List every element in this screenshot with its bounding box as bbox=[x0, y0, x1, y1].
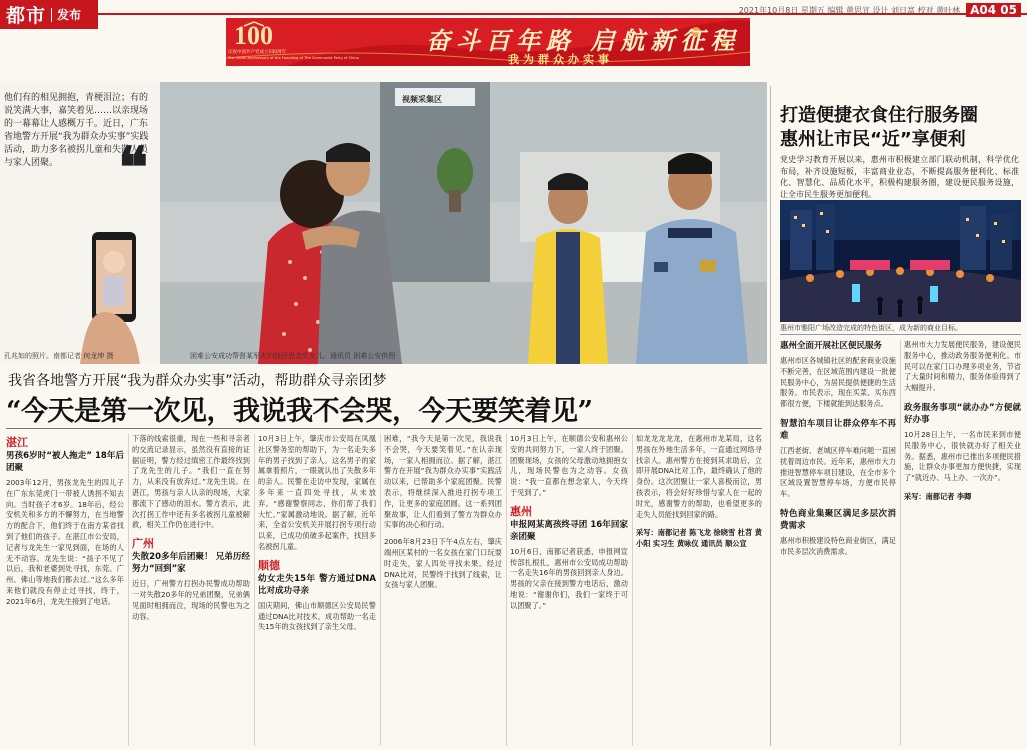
story-column-1 bbox=[6, 434, 124, 746]
column-divider bbox=[380, 434, 381, 746]
story-column-4 bbox=[384, 434, 502, 746]
right-subhead: 政务服务事项“就办办”方便就好办事 bbox=[904, 402, 1021, 425]
subhead-title: 男孩6岁时“被人拖走” 18年后团聚 bbox=[6, 451, 124, 473]
column-text: 10月3日上午，在顺德公安和惠州公安的共同努力下，一家人终于团聚。团聚现场，女孩的父母激动地拥抱女儿，现场民警也为之动容。女孩说：“我一直都在想念家人，今天终于见到了。” bbox=[510, 434, 628, 497]
anniversary-banner bbox=[226, 18, 750, 66]
page-number: A04 05 bbox=[966, 3, 1021, 17]
column-divider bbox=[632, 434, 633, 746]
night-photo-caption: 惠州市雅阳广场改造完成的特色街区，成为新的商业目标。 bbox=[780, 324, 962, 332]
photo-caption-left: 孔兆如的照片。南都记者 何龙坤 摄 bbox=[4, 352, 114, 360]
column-divider bbox=[900, 340, 901, 746]
subhead-title: 失散20多年后团聚！ 兄弟历经努力“回到”家 bbox=[132, 552, 250, 575]
svg-text:100: 100 bbox=[234, 21, 273, 48]
headline-rule bbox=[6, 428, 762, 429]
subhead-title: 申报网某离孩终寻团 16年回家亲团聚 bbox=[510, 519, 628, 542]
story-column-3 bbox=[258, 434, 376, 746]
right-headline-2: 惠州让市民“近”享便利 bbox=[780, 129, 966, 150]
column-divider bbox=[506, 434, 507, 746]
banner-slogan: 奋斗百年路 启航新征程 bbox=[426, 26, 741, 55]
column-text: 惠州市大力发展便民服务，建设便民服务中心，推动政务服务便利化。市民可以在家门口办理多项业务，节省了大量时间和精力，服务体验得到了大幅提升。 bbox=[904, 340, 1021, 393]
logo-caption: 庆祝中国共产党成立100周年 bbox=[228, 50, 287, 55]
column-text: 如龙龙龙龙龙，在惠州市龙某局，这名男孩在外地生活多年，一直通过网络寻找亲人。惠州警方在接到其求助后，立即开展DNA比对工作，最终确认了他的身份。这次团聚让一家人喜极而泣，男孩表示，将会好好珍惜与家人在一起的时光，感谢警方的帮助，也希望更多的走失人员能找到回家的路。 bbox=[636, 434, 762, 519]
column-text: 惠州市区各城镇社区的配套商业设施不断完善，在区域范围内建设一批便民服务中心，为居民提供便捷的生活服务。市民表示，现在买菜、买东西都很方便，下楼就能到达服务点。 bbox=[780, 356, 896, 409]
column-text: 10月3日上午，肇庆市公安局在凤凰社区警务室的帮助下，为一名走失多年的男子找到了亲人。这名男子的家属拿着照片，一眼就认出了失散多年的亲人。民警在走访中发现，家属在多年来一直四处寻找，从未放弃。“感谢警察同志，你们帮了我们大忙。”家属激动地说。据了解，近年来，全省公安机关开展打拐专项行动以来，已成功侦破多起案件，找回多名被拐儿童。 bbox=[258, 434, 376, 551]
right-subhead: 特色商业集聚区满足多层次消费需求 bbox=[780, 508, 896, 531]
column-text: 困难，“我今天是第一次见，我说我不会哭，今天要笑着见。”在认亲现场，一家人相拥而泣。据了解，湛江警方在开展“我为群众办实事”实践活动以来，已帮助多个家庭团聚。民警表示，将继续深入推进打拐专项工作，让更多的家庭团圆。这一系列团聚故事，让人们看到了警方为群众办实事的决心和行动。 bbox=[384, 434, 502, 530]
quote-mark-icon: ❝ bbox=[118, 135, 149, 201]
right-rule bbox=[780, 334, 1021, 335]
subhead-location: 顺德 bbox=[258, 558, 280, 572]
right-column-2 bbox=[904, 340, 1021, 746]
column-text: 近日，广州警方打拐办民警成功帮助一对失散20多年的兄弟团聚，兄弟俩见面时相拥而泣，现场的民警也为之动容。 bbox=[132, 579, 250, 621]
column-divider bbox=[254, 434, 255, 746]
night-market-photo bbox=[780, 200, 1021, 322]
banner-subtitle: 我为群众办实事 bbox=[508, 53, 613, 66]
section-sub: 发布 bbox=[51, 8, 81, 22]
section-name: 都市 bbox=[6, 5, 47, 27]
right-headline-1: 打造便捷衣食住行服务圈 bbox=[780, 105, 978, 126]
subhead-location: 惠州 bbox=[510, 504, 532, 518]
story-column-5 bbox=[510, 434, 628, 746]
column-divider bbox=[128, 434, 129, 746]
logo-caption-en: The 100th Anniversary of the Founding of The Communist Party of China bbox=[228, 56, 359, 60]
right-column-1 bbox=[780, 340, 896, 746]
photo-caption-right: 困难公安成功帮督某军夫妇找回思念失女儿。通讯员 困难公安供图 bbox=[190, 352, 396, 360]
issue-info bbox=[739, 3, 1021, 17]
night-street-photo bbox=[780, 200, 1021, 322]
story-deck: 我省各地警方开展“我为群众办实事”活动，帮助群众寻亲团梦 bbox=[8, 373, 387, 389]
column-text: 10月6日，南都记者获悉，申报网宣传部扎根扎，惠州市公安局成功帮助一名走失16年的男孩回到亲人身边。男孩的父亲在接到警方电话后，激动地说：“谢谢你们，我们一家终于可以团聚了。” bbox=[510, 546, 628, 610]
page-header bbox=[0, 0, 1027, 82]
section-brand bbox=[0, 0, 98, 29]
issue-meta: 2021年10月8日 星期五 编辑 黄思宣 设计 刘日富 校对 黄叶林 bbox=[738, 5, 961, 15]
right-subhead: 智慧泊车项目让群众停车不再难 bbox=[780, 418, 896, 441]
column-text: 2003年12月，男孩龙先生的四儿子在广东东莞虎门一带被人诱拐不知去向。当时孩子才6岁。18年后，经公安机关和多方的不懈努力，在当地警方的配合下，他们终于在南方某省找到了他们的孩子。在湛江市公安局，记者与龙先生一家见到面，在场的人无不动容。龙先生说：“孩子不见了以后，我和老婆到处寻找，东莞、广州、佛山等地我们都去过。”这么多年来他们就没有停止过寻找，终于，2021年6月，龙先生接到了电话。 bbox=[6, 478, 124, 606]
story-headline: “今天是第一次见，我说我不会哭，今天要笑着见” bbox=[6, 396, 593, 427]
page-gutter bbox=[770, 86, 771, 746]
subhead-location: 广州 bbox=[132, 537, 154, 551]
sign-label: 视频采集区 bbox=[402, 95, 442, 104]
column-text: 江西老街、老城区停车难问题一直困扰着周边市民。近年来，惠州市大力推进智慧停车项目建设，在全市多个区域设置智慧停车场，方便市民停车。 bbox=[780, 445, 896, 499]
subhead-title: 幼女走失15年 警方通过DNA比对成功寻亲 bbox=[258, 573, 376, 596]
anniversary-logo-icon bbox=[232, 20, 276, 48]
column-text: 2006年8月23日下午4点左右，肇庆端州区某村的一名女孩在家门口玩耍时走失，家人四处寻找未果。经过DNA比对，民警终于找到了线索，让女孩与家人团聚。 bbox=[384, 537, 502, 590]
story-intro: 他们有的相见拥抱，青梗泪泣；有的说笑满大事，嘉笑着见……以亲现场的一幕幕让人感概万千。近日，广东省地警方开展“我为群众办实事”实践活动，助力多名被拐儿童和失散人员与家人团聚。 bbox=[4, 93, 149, 168]
story-credit: 采写：南都记者 李卿 bbox=[904, 491, 972, 501]
column-text: 国庆期间，佛山市顺德区公安局民警通过DNA比对技术，成功帮助一名走失15年的女孩找到了亲生父母。 bbox=[258, 600, 376, 632]
right-subhead: 惠州全面开展社区便民服务 bbox=[780, 341, 883, 351]
column-text: 惠州市积极建设特色商业街区，满足市民多层次消费需求。 bbox=[780, 535, 896, 556]
column-text: 下落的线索很重，现在一些和寻亲者的交流记录显示，虽然没有直接的证据证明，警方经过缜密工作最终找到了龙先生的儿子。“我们一直在努力，从来没有放弃过。”龙先生说。在湛江，男孩与亲人认亲的现场，大家都流下了感动的泪水。警方表示，此次打拐工作中还有多名被拐儿童被解救，相关工作仍在进行中。 bbox=[132, 434, 250, 530]
story-column-6 bbox=[636, 434, 762, 746]
column-text: 10月28日上午，一名市民来到市便民服务中心，很快就办好了相关业务。据悉，惠州市已推出多项便民措施，让群众办事更加方便快捷，实现了“就近办、马上办、一次办”。 bbox=[904, 429, 1021, 483]
story-credit: 采写：南都记者 陈飞龙 徐晓雪 杜苕 黄小阳 实习生 黄咏仪 通讯员 顺公宣 bbox=[636, 528, 762, 549]
story-column-2 bbox=[132, 434, 250, 746]
right-lead: 党史学习教育开展以来，惠州市积极建立部门联动机制，科学优化布局，补齐设施短板，丰富商业业态，不断提高服务便利化、标准化、智慧化、品质化水平，积极构建服务圈，建设便民服务设施，让全市民生服务更加便利。 bbox=[780, 155, 1019, 199]
subhead-location: 湛江 bbox=[6, 436, 28, 449]
